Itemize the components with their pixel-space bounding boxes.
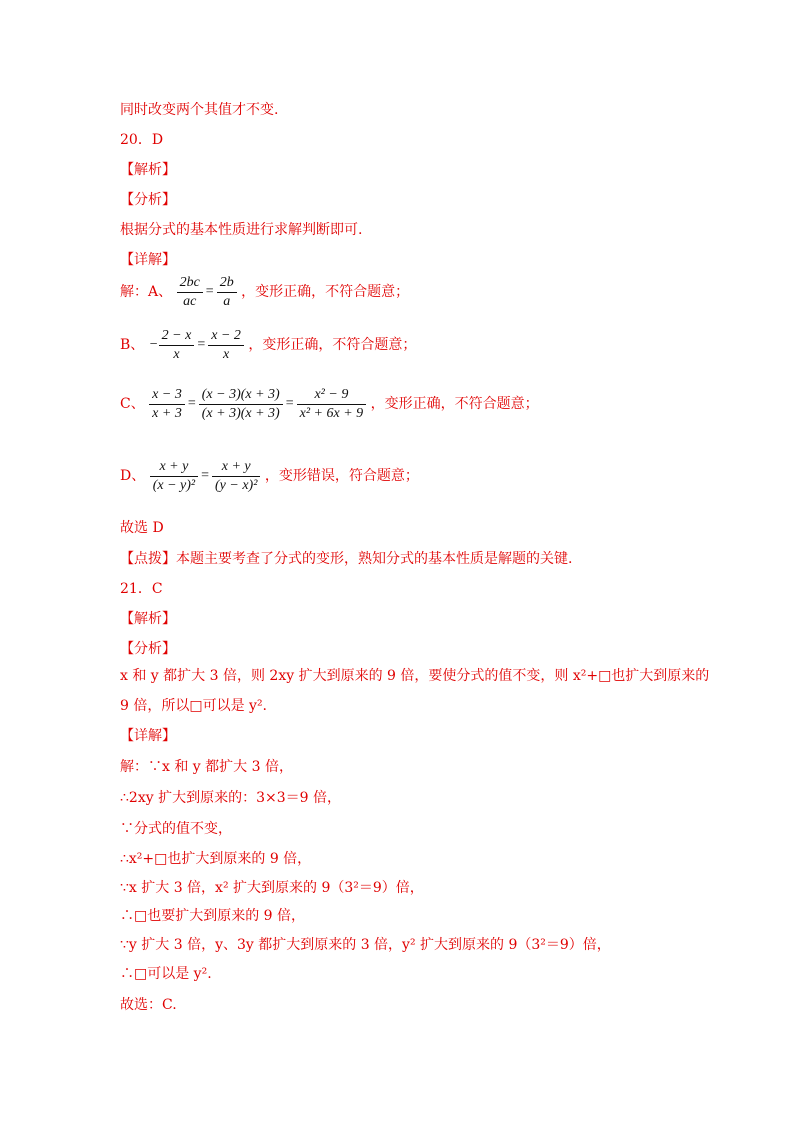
solution-step: ∴□可以是 y². — [120, 966, 212, 982]
equals-sign: = — [285, 396, 294, 411]
equals-sign: = — [197, 337, 206, 352]
frac-denominator: (x + 3)(x + 3) — [201, 405, 280, 421]
analysis-text: 9 倍，所以□可以是 y². — [120, 698, 268, 714]
option-a-prefix: 解：A、 — [120, 284, 173, 300]
option-b-formula — [149, 325, 244, 365]
solution-step: ∵x 扩大 3 倍，x² 扩大到原来的 9（3²＝9）倍， — [120, 880, 424, 896]
section-jiexi: 【解析】 — [120, 162, 176, 178]
option-c-prefix: C、 — [120, 396, 145, 412]
option-a-line — [120, 272, 409, 312]
frac-numerator: 2 − x — [161, 327, 192, 343]
analysis-text: 根据分式的基本性质进行求解判断即可. — [120, 222, 363, 238]
section-xiangjie: 【详解】 — [120, 252, 176, 268]
frac-numerator: (x − 3)(x + 3) — [201, 386, 280, 402]
option-b-suffix: ，变形正确，不符合题意； — [248, 337, 417, 353]
solution-step: ∴x²+□也扩大到原来的 9 倍， — [120, 851, 312, 867]
question-21-answer: 21．C — [120, 581, 163, 597]
frac-numerator: x + y — [221, 458, 251, 474]
text-line: 同时改变两个其值才不变. — [120, 102, 279, 118]
section-fenxi: 【分析】 — [120, 641, 176, 657]
option-a-formula — [177, 272, 237, 312]
frac-denominator: (x − y)² — [152, 477, 196, 493]
section-xiangjie: 【详解】 — [120, 728, 176, 744]
option-c-formula — [149, 382, 366, 426]
solution-step: ∴2xy 扩大到原来的：3×3＝9 倍， — [120, 790, 341, 806]
choose-line: 故选：C. — [120, 997, 177, 1013]
frac-denominator: x — [173, 346, 180, 362]
frac-numerator: x − 2 — [211, 327, 241, 343]
option-b-line — [120, 325, 416, 365]
option-c-line — [120, 382, 539, 426]
option-b-prefix: B、 — [120, 337, 145, 353]
question-20-answer: 20．D — [120, 132, 164, 148]
section-jiexi: 【解析】 — [120, 611, 176, 627]
frac-denominator: x + 3 — [152, 405, 182, 421]
equals-sign: = — [187, 396, 196, 411]
frac-numerator: 2bc — [179, 274, 200, 290]
choose-line: 故选 D — [120, 520, 164, 536]
minus-sign: − — [149, 337, 158, 352]
analysis-text: x 和 y 都扩大 3 倍，则 2xy 扩大到原来的 9 倍，要使分式的值不变，则 x²+□也扩大到原来的 — [120, 668, 710, 684]
frac-numerator: 2b — [219, 274, 234, 290]
frac-denominator: x² + 6x + 9 — [299, 405, 364, 421]
frac-denominator: (y − x)² — [215, 477, 258, 493]
option-d-suffix: ，变形错误，符合题意； — [264, 468, 419, 484]
dianbo-line: 【点拨】本题主要考查了分式的变形，熟知分式的基本性质是解题的关键. — [120, 551, 573, 567]
section-fenxi: 【分析】 — [120, 192, 176, 208]
option-d-line — [120, 454, 419, 498]
option-a-suffix: ，变形正确，不符合题意； — [241, 284, 410, 300]
frac-denominator: ac — [183, 293, 197, 309]
equals-sign: = — [205, 284, 214, 299]
solution-step: ∴□也要扩大到原来的 9 倍， — [120, 908, 306, 924]
frac-denominator: x — [222, 346, 230, 362]
equals-sign: = — [201, 468, 209, 483]
frac-denominator: a — [223, 293, 231, 309]
option-d-prefix: D、 — [120, 468, 146, 484]
frac-numerator: x² − 9 — [314, 386, 349, 402]
solution-step: ∵y 扩大 3 倍，y、3y 都扩大到原来的 3 倍，y² 扩大到原来的 9（3²＝9）倍， — [120, 937, 611, 953]
frac-numerator: x − 3 — [152, 386, 182, 402]
frac-numerator: x + y — [159, 458, 189, 474]
solution-step: ∵分式的值不变， — [120, 821, 232, 837]
option-c-suffix: ，变形正确，不符合题意； — [370, 396, 539, 412]
option-d-formula — [150, 454, 261, 498]
solution-step: 解：∵x 和 y 都扩大 3 倍， — [120, 759, 293, 775]
